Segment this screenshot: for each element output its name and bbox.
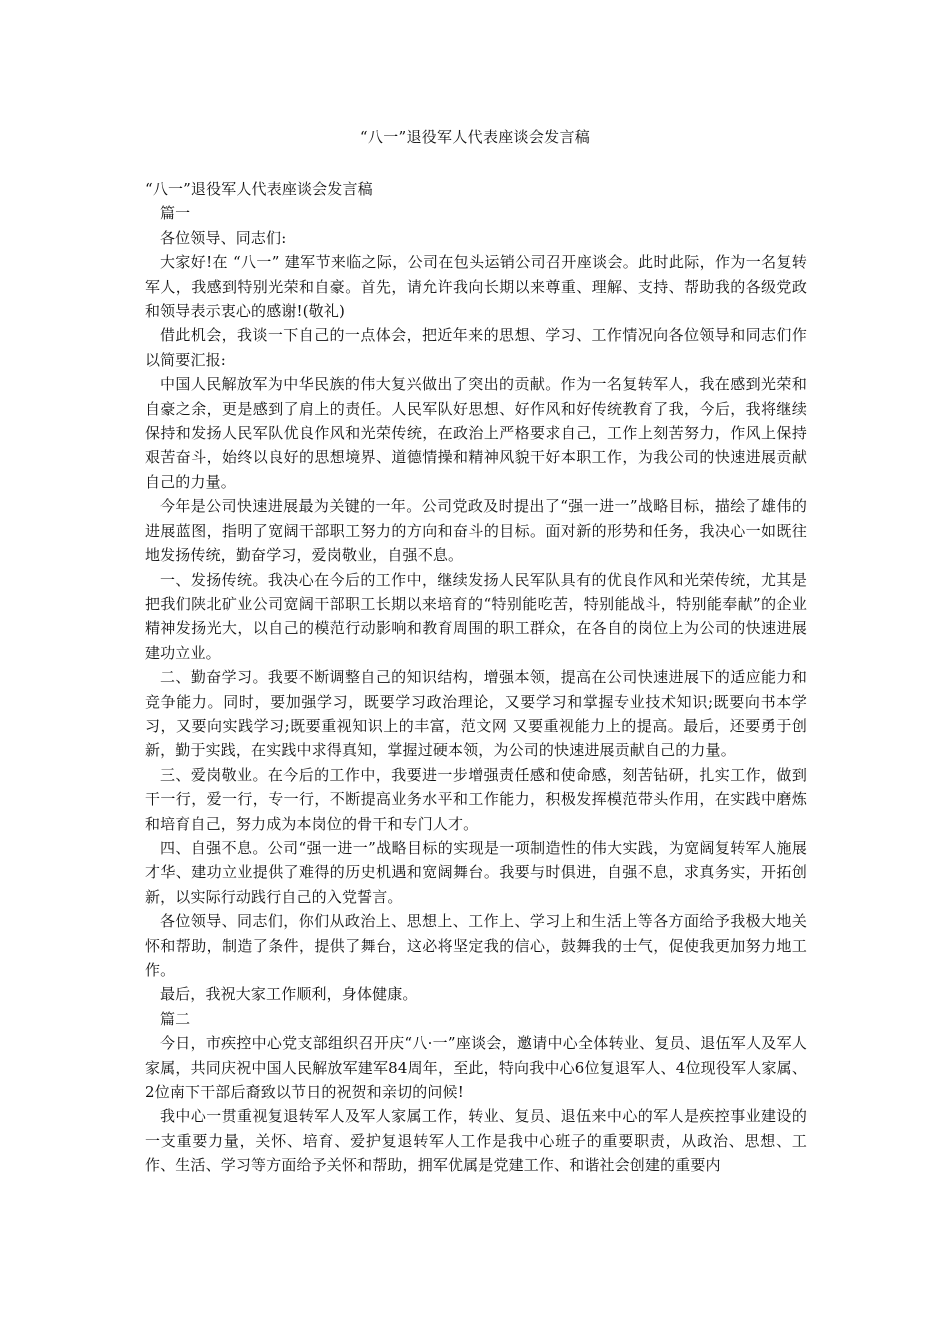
paragraph: 今日，市疾控中心党支部组织召开庆“八·一”座谈会，邀请中心全体转业、复员、退伍军人及军人家属，共同庆祝中国人民解放军建军84周年，至此，特向我中心6位复退军人、4位现役军人家属、2位南下干部后裔致以节日的祝贺和亲切的问候!	[145, 1034, 807, 1102]
paragraph: 大家好!在 “八一” 建军节来临之际，公司在包头运销公司召开座谈会。此时此际，作为一名复转军人，我感到特别光荣和自豪。首先，请允许我向长期以来尊重、理解、支持、帮助我的各级党政和领导表示衷心的感谢!(敬礼)	[145, 253, 807, 321]
document-title: “八一”退役军人代表座谈会发言稿	[359, 128, 591, 146]
paragraph: 篇一	[160, 204, 191, 223]
paragraph: 我中心一贯重视复退转军人及军人家属工作，转业、复员、退伍来中心的军人是疾控事业建设的一支重要力量，关怀、培育、爱护复退转军人工作是我中心班子的重要职责，从政治、思想、工作、生活、学习等方面给予关怀和帮助，拥军优属是党建工作、和谐社会创建的重要内	[145, 1107, 807, 1175]
paragraph: 各位领导、同志们:	[160, 228, 287, 247]
paragraph: 借此机会，我谈一下自己的一点体会，把近年来的思想、学习、工作情况向各位领导和同志们作以简要汇报:	[145, 326, 807, 369]
paragraph: 四、自强不息。公司“强一进一”战略目标的实现是一项制造性的伟大实践，为宽阔复转军人施展才华、建功立业提供了难得的历史机遇和宽阔舞台。我要与时俱进，自强不息，求真务实，开拓创新，以实际行动践行自己的入党誓言。	[145, 838, 807, 906]
paragraph: 一、发扬传统。我决心在今后的工作中，继续发扬人民军队具有的优良作风和光荣传统，尤其是把我们陕北矿业公司宽阔干部职工长期以来培育的“特别能吃苦，特别能战斗，特别能奉献”的企业精神发扬光大，以自己的模范行动影响和教育周围的职工群众，在各自的岗位上为公司的快速进展建功立业。	[145, 570, 807, 662]
paragraph: 今年是公司快速进展最为关键的一年。公司党政及时提出了“强一进一”战略目标，描绘了雄伟的进展蓝图，指明了宽阔干部职工努力的方向和奋斗的目标。面对新的形势和任务，我决心一如既往地发扬传统，勤奋学习，爱岗敬业，自强不息。	[145, 497, 807, 565]
paragraph: 三、爱岗敬业。在今后的工作中，我要进一步增强责任感和使命感，刻苦钻研，扎实工作，做到干一行，爱一行，专一行，不断提高业务水平和工作能力，积极发挥模范带头作用，在实践中磨炼和培育自己，努力成为本岗位的骨干和专门人才。	[145, 765, 807, 833]
paragraph: 最后，我祝大家工作顺利，身体健康。	[160, 985, 418, 1004]
paragraph: 中国人民解放军为中华民族的伟大复兴做出了突出的贡献。作为一名复转军人，我在感到光荣和自豪之余，更是感到了肩上的责任。人民军队好思想、好作风和好传统教育了我，今后，我将继续保持和发扬人民军队优良作风和光荣传统，在政治上严格要求自己，工作上刻苦努力，作风上保持艰苦奋斗，始终以良好的思想境界、道德情操和精神风貌干好本职工作，为我公司的快速进展贡献自己的力量。	[145, 375, 807, 491]
paragraph: 二、勤奋学习。我要不断调整自己的知识结构，增强本领，提高在公司快速进展下的适应能力和竞争能力。同时，要加强学习，既要学习政治理论，又要学习和掌握专业技术知识;既要向书本学习，又要向实践学习;既要重视知识上的丰富，范文网 又要重视能力上的提高。最后，还要勇于创新，勤于实践，在实践中求得真知，掌握过硬本领，为公司的快速进展贡献自己的力量。	[145, 668, 807, 760]
paragraph: 篇二	[160, 1009, 191, 1028]
paragraph: 各位领导、同志们，你们从政治上、思想上、工作上、学习上和生活上等各方面给予我极大地关怀和帮助，制造了条件，提供了舞台，这必将坚定我的信心，鼓舞我的士气，促使我更加努力地工作。	[145, 912, 807, 979]
document-body	[145, 177, 807, 1178]
document-heading: “八一”退役军人代表座谈会发言稿	[145, 180, 373, 198]
